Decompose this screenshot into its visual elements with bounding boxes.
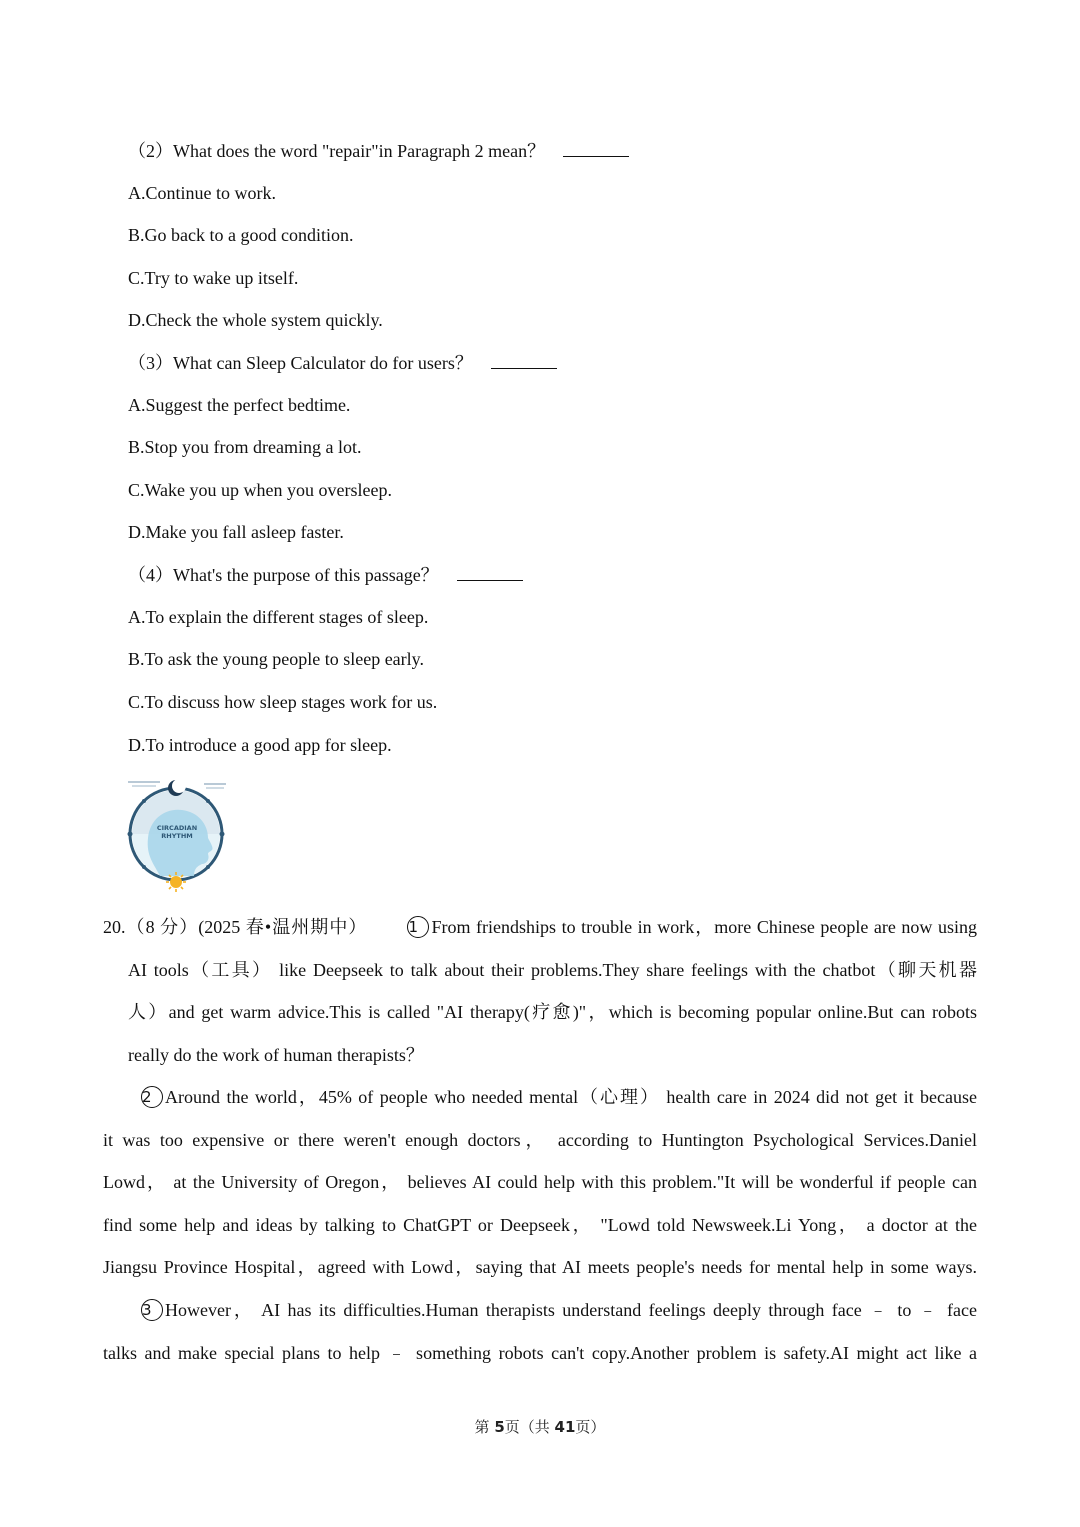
passage-line <box>103 1289 977 1332</box>
figure-label-line1: CIRCADIAN <box>156 824 198 832</box>
passage-line: Lowd， at the University of Oregon， believes AI could help with this problem."It will be wonderful if people can <box>103 1172 977 1192</box>
paragraph-number: 1 <box>407 916 429 938</box>
passage-paragraph-1 <box>103 906 977 1076</box>
question-stem <box>128 562 523 587</box>
passage-line <box>103 1076 977 1119</box>
passage-text: Around the world，45% of people who needed mental（心理） health care in 2024 did not get it because <box>165 1087 977 1107</box>
option-d: D.To introduce a good app for sleep. <box>128 735 392 755</box>
option-b: B.Go back to a good condition. <box>128 225 354 245</box>
footer-prefix: 第 <box>474 1418 495 1436</box>
option-b: B.To ask the young people to sleep early. <box>128 649 424 669</box>
answer-blank[interactable] <box>491 350 557 369</box>
circadian-rhythm-image <box>124 776 234 894</box>
passage-line: AI tools（工具） like Deepseek to talk about their problems.They share feelings with the chatbot（聊天机器 <box>128 959 977 980</box>
option-c: C.To discuss how sleep stages work for us. <box>128 692 438 712</box>
passage-line: find some help and ideas by talking to ChatGPT or Deepseek， "Lowd told Newsweek.Li Yong， a doctor at the <box>103 1214 977 1235</box>
figure-label-line2: RHYTHM <box>161 832 193 840</box>
option-c: C.Wake you up when you oversleep. <box>128 480 392 500</box>
page-footer <box>0 1416 1080 1437</box>
passage-text: From friendships to trouble in work，more Chinese people are now using <box>431 917 977 937</box>
question-stem-text: （2）What does the word "repair"in Paragraph 2 mean？ <box>128 141 546 161</box>
circadian-rhythm-illustration <box>124 776 234 894</box>
question-stem <box>128 138 629 163</box>
option-a: A.Suggest the perfect bedtime. <box>128 395 351 415</box>
footer-suffix: 页） <box>575 1418 606 1436</box>
paragraph-number: 3 <box>141 1299 163 1321</box>
total-pages: 41 <box>554 1418 576 1436</box>
sun-icon <box>166 872 186 892</box>
answer-blank[interactable] <box>563 138 629 157</box>
option-c: C.Try to wake up itself. <box>128 268 299 288</box>
option-a: A.To explain the different stages of sleep. <box>128 607 429 627</box>
footer-mid: 页（共 <box>504 1418 555 1436</box>
question-stem-text: （3）What can Sleep Calculator do for users？ <box>128 353 473 373</box>
question-header: 20.（8 分）(2025 春•温州期中） <box>103 917 368 937</box>
option-a: A.Continue to work. <box>128 183 276 203</box>
answer-blank[interactable] <box>457 562 523 581</box>
option-d: D.Check the whole system quickly. <box>128 310 383 330</box>
paragraph-number: 2 <box>141 1086 163 1108</box>
passage-line: talks and make special plans to help ﹣ something robots can't copy.Another problem is safety.AI might act like a <box>103 1342 977 1363</box>
passage-paragraph-3 <box>103 1289 977 1374</box>
passage-line: really do the work of human therapists？ <box>128 1044 424 1065</box>
passage-paragraph-2 <box>103 1076 977 1289</box>
option-d: D.Make you fall asleep faster. <box>128 522 344 542</box>
passage-line <box>103 906 977 949</box>
passage-line: it was too expensive or there weren't enough doctors， according to Huntington Psychological Services.Daniel <box>103 1129 977 1150</box>
question-stem-text: （4）What's the purpose of this passage？ <box>128 565 439 585</box>
option-b: B.Stop you from dreaming a lot. <box>128 437 362 457</box>
page-number: 5 <box>494 1418 505 1436</box>
question-stem <box>128 350 557 375</box>
passage-text: However， AI has its difficulties.Human therapists understand feelings deeply through face ﹣ to ﹣ face <box>165 1300 977 1320</box>
passage-line: Jiangsu Province Hospital，agreed with Lowd，saying that AI meets people's needs for mental help in some ways. <box>103 1257 977 1277</box>
passage-line: 人）and get warm advice.This is called "AI therapy(疗愈)"，which is becoming popular online.But can robots <box>128 1002 977 1022</box>
